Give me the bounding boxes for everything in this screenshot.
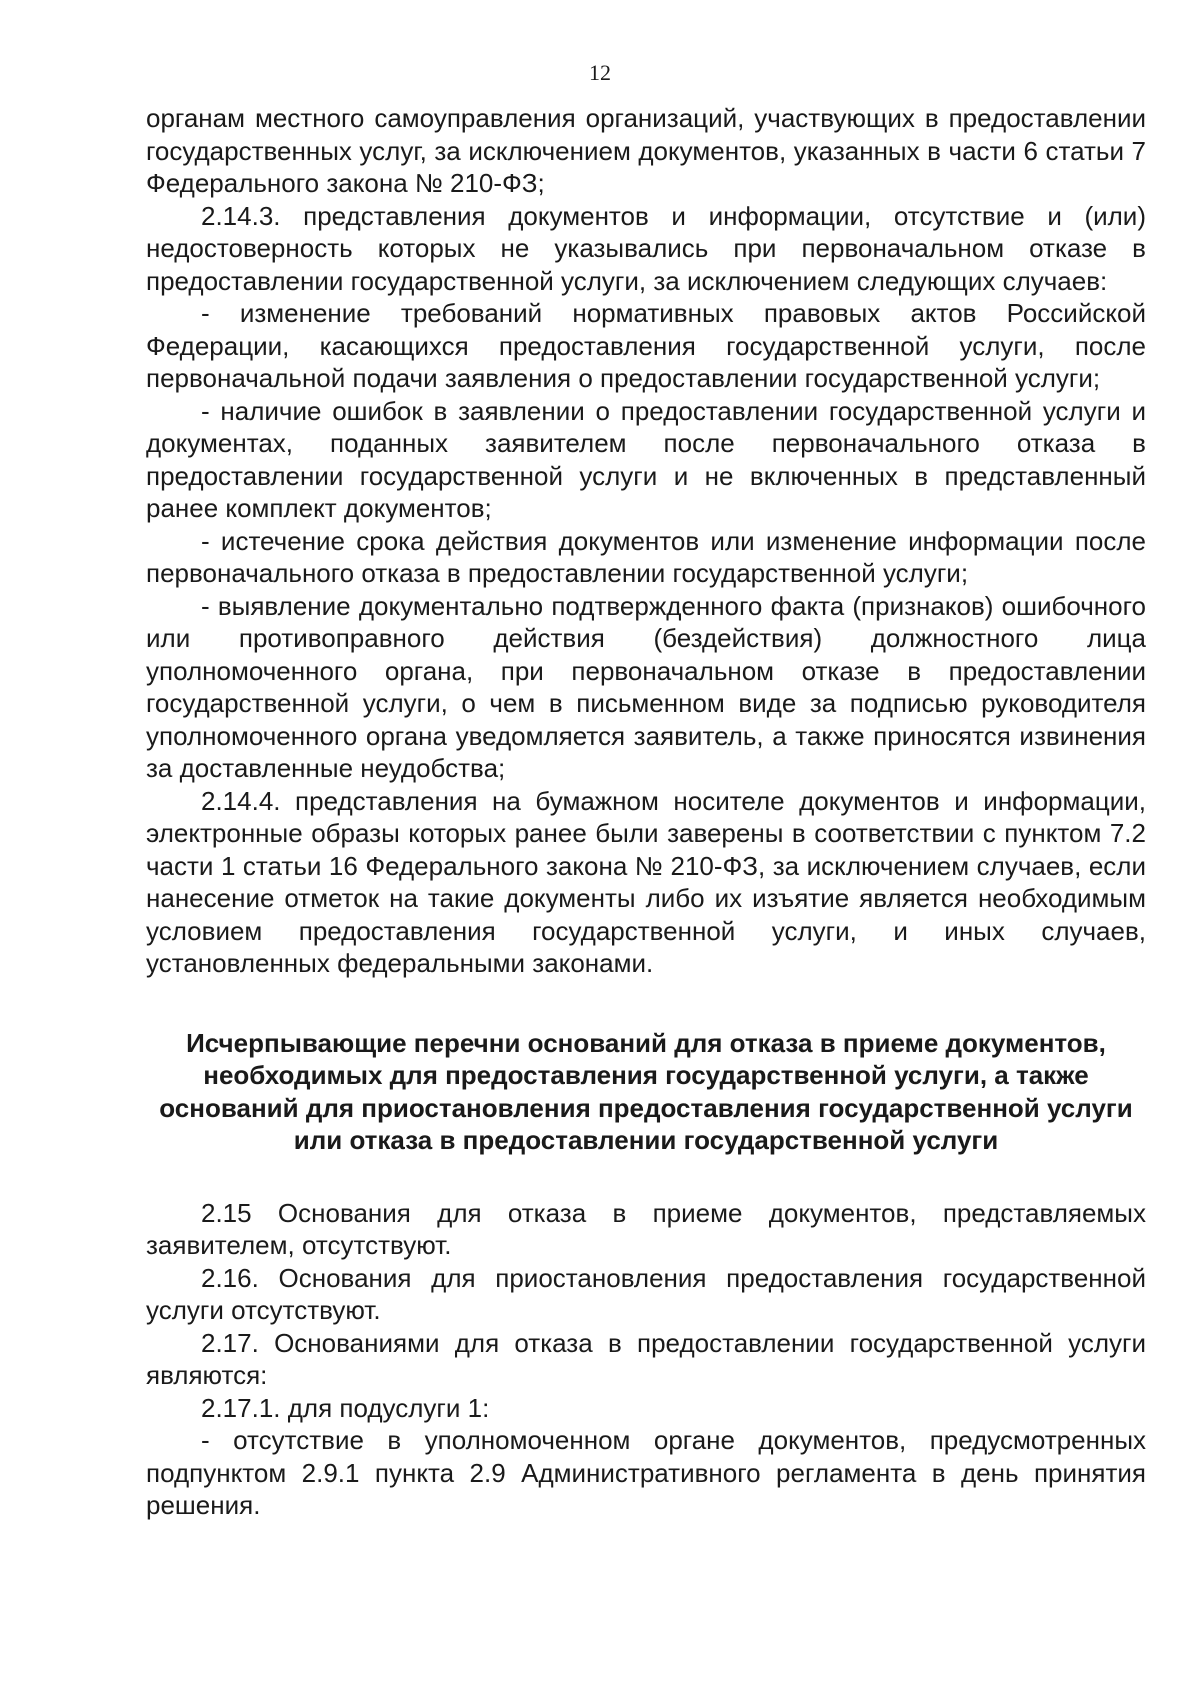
paragraph-2-17-1: 2.17.1. для подуслуги 1: xyxy=(201,1392,490,1423)
paragraph-2-16: 2.16. Основания для приостановления предоставления государственной услуги отсутствуют. xyxy=(146,1262,1146,1325)
list-item-expiry: - истечение срока действия документов или изменение информации после первоначального отказа в предоставлении государственной услуги; xyxy=(146,525,1146,588)
list-item-misconduct: - выявление документально подтвержденного факта (признаков) ошибочного или противоправного действия (бездействия) должностного лица уполномоченного органа, при первоначальном отказе в предоставлении государственной услуги, о чем в письменном виде за подписью руководителя уполномоченного органа уведомляется заявитель, а также приносятся извинения за доставленные неудобства; xyxy=(146,590,1146,783)
paragraph-2-17: 2.17. Основаниями для отказа в предоставлении государственной услуги являются: xyxy=(146,1327,1146,1390)
page-number: 12 xyxy=(589,60,611,85)
document-body xyxy=(146,102,1146,1522)
paragraph-2-14-3: 2.14.3. представления документов и информации, отсутствие и (или) недостоверность которых не указывались при первоначальном отказе в предоставлении государственной услуги, за исключением следующих случаев: xyxy=(146,200,1146,296)
list-item-missing-documents: - отсутствие в уполномоченном органе документов, предусмотренных подпунктом 2.9.1 пункта 2.9 Административного регламента в день принятия решения. xyxy=(146,1425,1146,1520)
list-item-legal-changes: - изменение требований нормативных правовых актов Российской Федерации, касающихся предоставления государственной услуги, после первоначальной подачи заявления о предоставлении государственной услуги; xyxy=(146,298,1146,393)
paragraph-2-14-4: 2.14.4. представления на бумажном носителе документов и информации, электронные образы которых ранее были заверены в соответствии с пунктом 7.2 части 1 статьи 16 Федерального закона № 210-ФЗ, за исключением случаев, если нанесение отметок на такие документы либо их изъятие является необходимым условием предоставления государственной услуги, и иных случаев, установленных федеральными законами. xyxy=(146,785,1146,978)
section-heading: Исчерпывающие перечни оснований для отказа в приеме документов, необходимых для предоставления государственной услуги, а также оснований для приостановления предоставления государственной услуги или отказа в предоставлении государственной услуги xyxy=(159,1027,1133,1155)
paragraph-continuation: органам местного самоуправления организаций, участвующих в предоставлении государственных услуг, за исключением документов, указанных в части 6 статьи 7 Федерального закона № 210-ФЗ; xyxy=(146,103,1146,198)
paragraph-2-15: 2.15 Основания для отказа в приеме документов, представляемых заявителем, отсутствуют. xyxy=(146,1197,1146,1260)
list-item-errors: - наличие ошибок в заявлении о предоставлении государственной услуги и документах, поданных заявителем после первоначального отказа в предоставлении государственной услуги и не включенных в представленный ранее комплект документов; xyxy=(146,395,1146,523)
